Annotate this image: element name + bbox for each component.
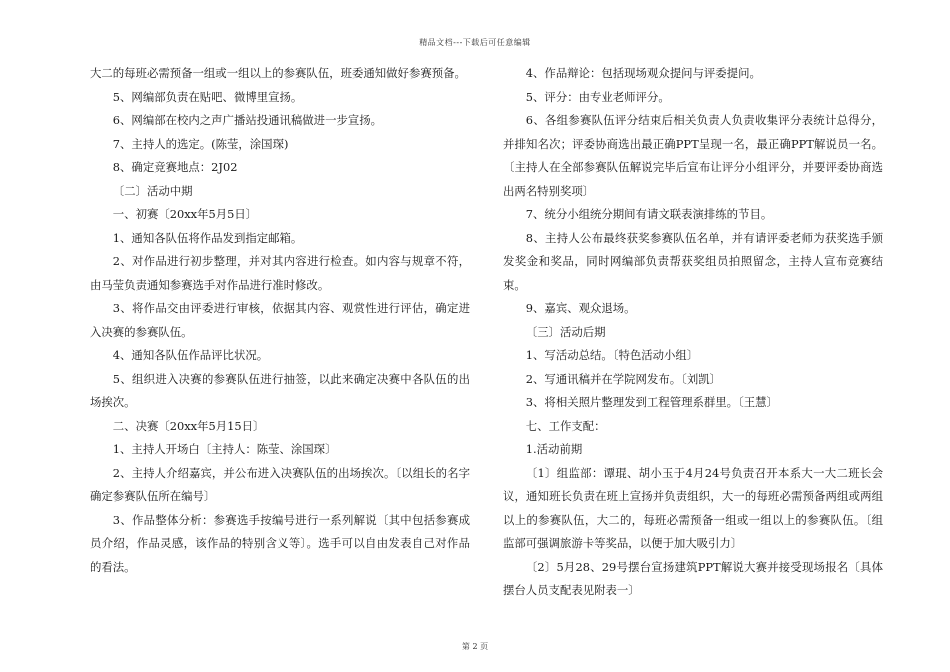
- paragraph: 5、评分：由专业老师评分。: [525, 89, 670, 104]
- paragraph: 3、将作品交由评委进行审核，依据其内容、观赏性进行评估，确定进入决赛的参赛队伍。: [90, 301, 470, 339]
- paragraph: 二、决赛〔20xx年5月15日〕: [112, 418, 265, 433]
- paragraph: 〔三〕活动后期: [525, 324, 606, 339]
- paragraph: 〔1〕组监部：谭琨、胡小玉于4月24号负责召开本系大一大二班长会议，通知班长负责在班上宣扬并负责组织，大一的每班必需预备两组或两组以上的参赛队伍，大二的，每班必需预备一组或一组以上的参赛队伍。〔组监部可强调旅游卡等奖品，以便于加大吸引力〕: [503, 465, 883, 550]
- paragraph: 4、通知各队伍作品评比状况。: [112, 348, 269, 362]
- paragraph: 7、统分小组统分期间有请文联表演排练的节目。: [525, 207, 773, 221]
- page-number: 第 2 页: [461, 642, 489, 651]
- paragraph: 8、确定竞赛地点：2J02: [112, 160, 238, 174]
- paragraph: 2、写通讯稿并在学院网发布。〔刘凯〕: [525, 371, 721, 386]
- paragraph: 6、各组参赛队伍评分结束后相关负责人负责收集评分表统计总得分，并排知名次；评委协商选出最正确PPT呈现一名，最正确PPT解说员一名。〔主持人在全部参赛队伍解说完毕后宣布让评分小组评分，并要评委协商选出两名特别奖项〕: [503, 113, 883, 198]
- paragraph: 〔2〕5月28、29号摆台宣扬建筑PPT解说大赛并接受现场报名〔具体摆台人员支配表见附表一〕: [503, 559, 883, 597]
- paragraph: 2、对作品进行初步整理，并对其内容进行检查。如内容与规章不符，由马莹负责通知参赛选手对作品进行准时修改。: [90, 254, 470, 292]
- paragraph: 5、网编部负责在贴吧、微博里宣扬。: [112, 89, 303, 104]
- paragraph: 5、组织进入决赛的参赛队伍进行抽签，以此来确定决赛中各队伍的出场挨次。: [90, 371, 470, 409]
- paragraph: 一、初赛〔20xx年5月5日〕: [112, 207, 258, 221]
- paragraph: 七、工作支配：: [525, 418, 606, 433]
- paragraph: 4、作品辩论：包括现场观众提问与评委提问。: [525, 66, 761, 80]
- paragraph: 大二的每班必需预备一组或一组以上的参赛队伍，班委通知做好参赛预备。: [90, 66, 466, 80]
- paragraph: 9、嘉宾、观众退场。: [525, 301, 636, 315]
- paragraph: 2、主持人介绍嘉宾，并公布进入决赛队伍的出场挨次。〔以组长的名字确定参赛队伍所在编号〕: [90, 465, 470, 503]
- page-header: 精品文档---下载后可任意编辑: [419, 38, 531, 47]
- right-column: [503, 62, 883, 603]
- paragraph: 1.活动前期: [525, 442, 583, 456]
- paragraph: 3、作品整体分析：参赛选手按编号进行一系列解说〔其中包括参赛成员介绍，作品灵感，该作品的特别含义等〕。选手可以自由发表自己对作品的看法。: [90, 512, 470, 574]
- paragraph: 1、主持人开场白〔主持人：陈莹、涂国琛〕: [112, 442, 337, 456]
- left-column: [90, 62, 470, 579]
- paragraph: 1、通知各队伍将作品发到指定邮箱。: [112, 230, 303, 245]
- paragraph: 3、将相关照片整理发到工程管理系群里。〔王慧〕: [525, 395, 778, 409]
- paragraph: 〔二〕活动中期: [112, 183, 193, 198]
- paragraph: 1、写活动总结。〔特色活动小组〕: [525, 348, 699, 362]
- paragraph: 8、主持人公布最终获奖参赛队伍名单，并有请评委老师为获奖选手颁发奖金和奖品，同时网编部负责帮获奖组员拍照留念，主持人宣布竞赛结束。: [503, 230, 883, 292]
- paragraph: 6、网编部在校内之声广播站投通讯稿做进一步宣扬。: [112, 113, 383, 127]
- paragraph: 7、主持人的选定。(陈莹，涂国琛): [112, 136, 289, 151]
